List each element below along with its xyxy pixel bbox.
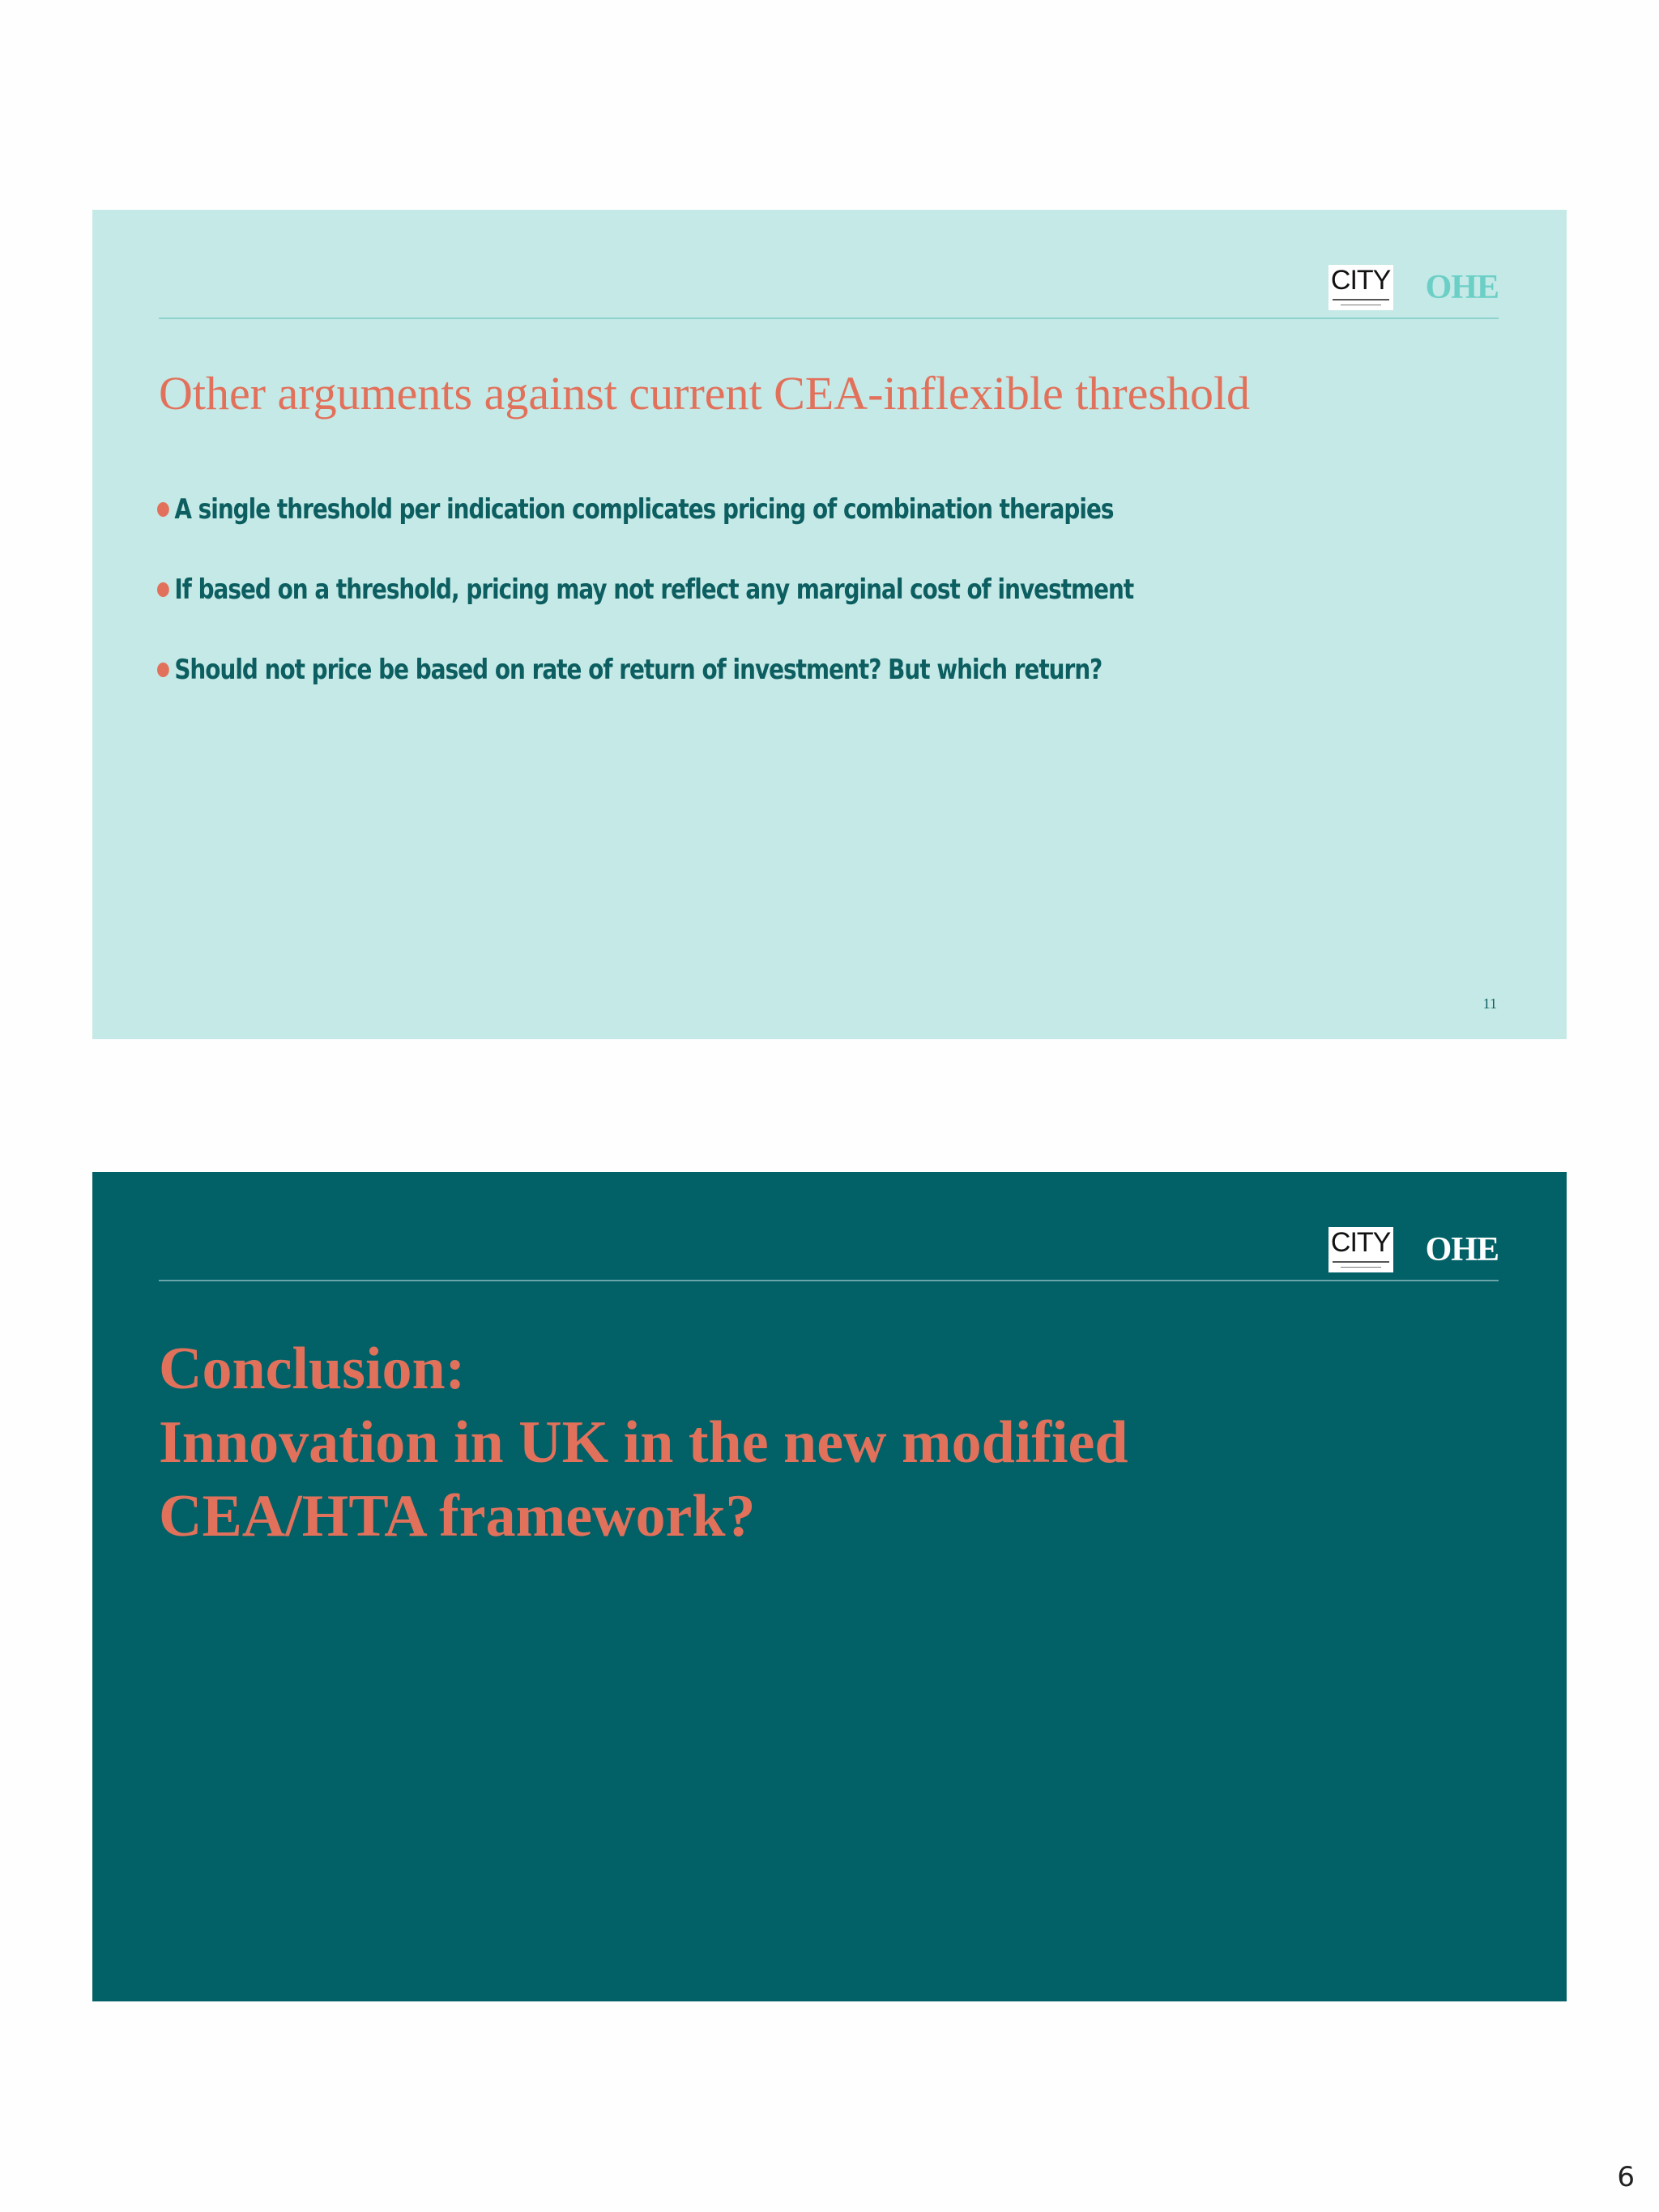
conclusion-title-line: Innovation in UK in the new modified — [159, 1409, 1128, 1476]
bullet-text: A single threshold per indication complicates pricing of combination therapies — [174, 493, 1114, 526]
city-logo-tagline-icon — [1331, 1259, 1391, 1270]
page-number: 6 — [1617, 2161, 1635, 2193]
bullet-item — [157, 485, 1133, 534]
bullet-list — [157, 485, 1348, 726]
bullet-item — [157, 565, 1133, 614]
city-university-logo — [1328, 1227, 1393, 1272]
city-logo-wordmark: CITY — [1330, 265, 1391, 296]
city-university-logo — [1328, 265, 1393, 310]
slide-number: 11 — [1482, 995, 1497, 1012]
header-divider — [159, 318, 1499, 319]
bullet-text: If based on a threshold, pricing may not reflect any marginal cost of investment — [174, 573, 1134, 606]
bullet-dot-icon — [157, 582, 169, 597]
conclusion-title — [159, 1332, 1128, 1554]
bullet-text: Should not price be based on rate of return of investment? But which return? — [174, 654, 1102, 686]
ohe-logo: OHE — [1425, 269, 1499, 306]
conclusion-title-line: Conclusion: — [159, 1336, 466, 1402]
bullet-dot-icon — [157, 502, 169, 517]
slide-conclusion — [92, 1172, 1567, 2001]
slide-other-arguments — [92, 210, 1567, 1039]
header-divider — [159, 1280, 1499, 1281]
city-logo-wordmark: CITY — [1330, 1227, 1391, 1258]
city-logo-tagline-icon — [1331, 296, 1391, 308]
ohe-logo: OHE — [1425, 1231, 1499, 1268]
slide-logos — [1328, 1227, 1499, 1272]
bullet-item — [157, 646, 1133, 694]
slide-logos — [1328, 265, 1499, 310]
bullet-dot-icon — [157, 663, 169, 677]
slide-title: Other arguments against current CEA-inflexible threshold — [159, 367, 1251, 420]
conclusion-title-line: CEA/HTA framework? — [159, 1483, 756, 1549]
